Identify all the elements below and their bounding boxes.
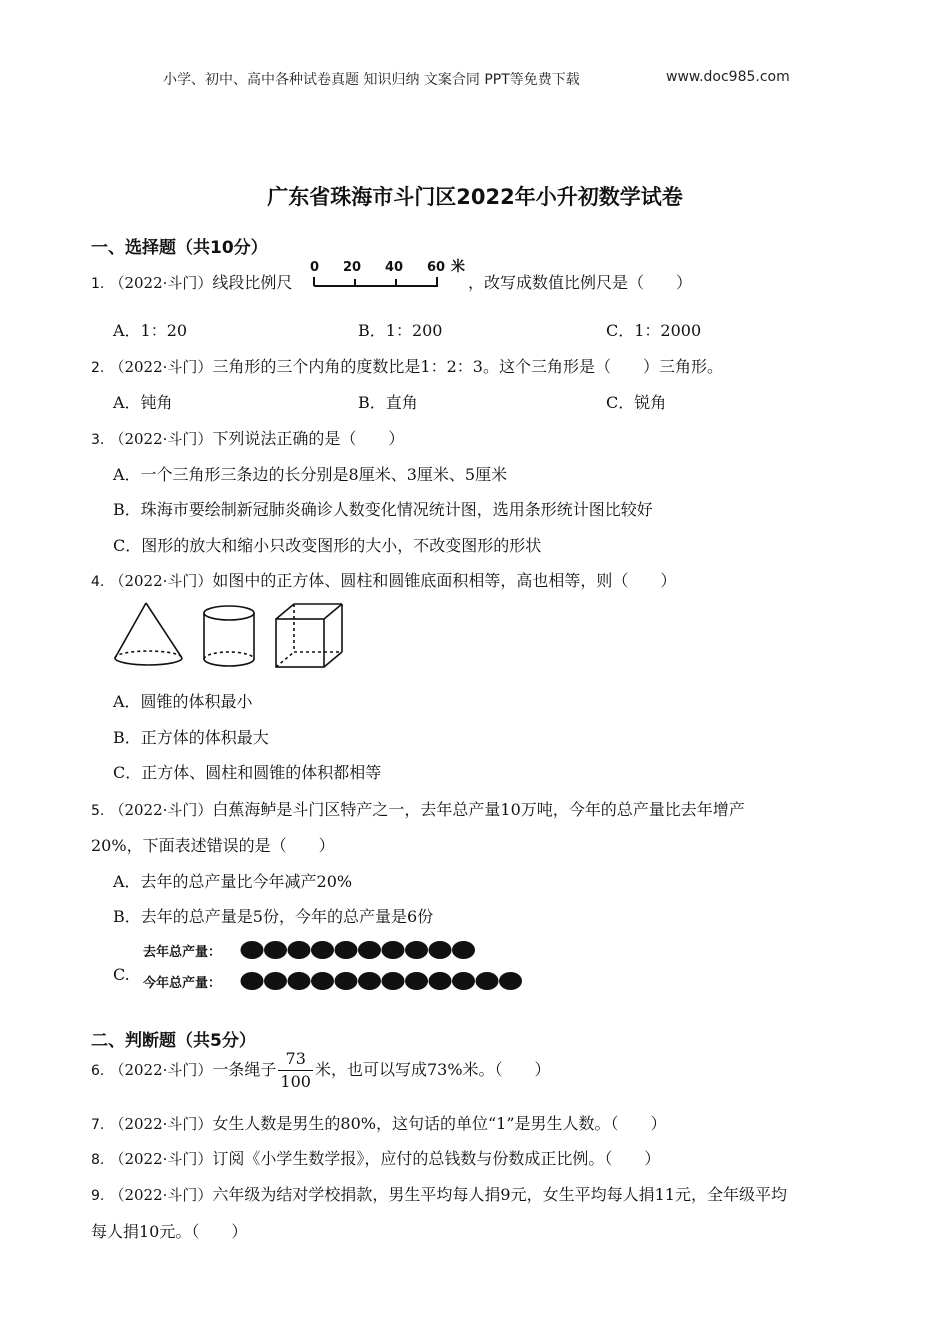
last-year-label: 去年总产量： — [143, 945, 222, 960]
question-text-pre: 一条绳子 — [212, 1060, 277, 1079]
question-2 — [91, 354, 723, 377]
question-9 — [91, 1182, 787, 1205]
question-number: 7. — [91, 1117, 105, 1133]
option-c[interactable]: C．1：2000 — [606, 321, 702, 340]
question-text: 女生人数是男生的80%，这句话的单位“1”是男生人数。（ ） — [212, 1114, 667, 1133]
question-number: 2. — [91, 360, 105, 376]
header-site-link[interactable]: www.doc985.com — [666, 69, 790, 85]
solid-shapes-figure — [108, 598, 358, 673]
fraction — [278, 1048, 313, 1093]
header-text: 小学、初中、高中各种试卷真题 知识归纳 文案合同 PPT等免费下载 — [163, 72, 580, 88]
question-source-tag: （2022·斗门） — [109, 1186, 213, 1204]
question-source-tag: （2022·斗门） — [109, 1150, 213, 1168]
question-source-tag: （2022·斗门） — [109, 572, 213, 590]
line-scale-figure — [310, 255, 470, 291]
dot-mark — [264, 941, 287, 959]
dot-mark — [429, 972, 452, 990]
question-source-tag: （2022·斗门） — [109, 430, 213, 448]
dot-mark — [335, 972, 358, 990]
dot-mark — [452, 972, 475, 990]
question-text-post: 米，也可以写成73%米。（ ） — [314, 1060, 551, 1079]
question-number: 1. — [91, 276, 105, 292]
last-year-dots — [240, 938, 480, 962]
question-text: 订阅《小学生数学报》，应付的总钱数与份数成正比例。（ ） — [212, 1149, 661, 1168]
question-text-line1: 六年级为结对学校捐款，男生平均每人捐9元，女生平均每人捐11元，全年级平均 — [212, 1185, 787, 1204]
question-text-post: ，改写成数值比例尺是（ ） — [468, 273, 693, 292]
page-title: 广东省珠海市斗门区2022年小升初数学试卷 — [267, 185, 683, 209]
option-a[interactable]: A．去年的总产量比今年减产20% — [113, 872, 353, 891]
dot-mark — [476, 972, 499, 990]
dot-mark — [429, 941, 452, 959]
dot-mark — [405, 972, 428, 990]
option-b[interactable]: B．1：200 — [358, 321, 443, 340]
dot-mark — [241, 972, 264, 990]
this-year-label: 今年总产量： — [143, 976, 222, 991]
dot-mark — [499, 972, 522, 990]
question-1 — [91, 270, 292, 293]
question-source-tag: （2022·斗门） — [109, 1061, 213, 1079]
dot-mark — [405, 941, 428, 959]
dot-mark — [311, 972, 334, 990]
dot-mark — [264, 972, 287, 990]
dot-mark — [452, 941, 475, 959]
question-source-tag: （2022·斗门） — [109, 274, 213, 292]
question-number: 6. — [91, 1063, 105, 1079]
option-a[interactable]: A．一个三角形三条边的长分别是8厘米、3厘米、5厘米 — [113, 465, 508, 484]
fraction-denominator: 100 — [280, 1072, 311, 1091]
option-a[interactable]: A．1：20 — [113, 321, 188, 340]
question-6 — [91, 1048, 551, 1093]
question-number: 8. — [91, 1152, 105, 1168]
dot-mark — [335, 941, 358, 959]
option-b[interactable]: B．去年的总产量是5份，今年的总产量是6份 — [113, 907, 434, 926]
question-text: 三角形的三个内角的度数比是1：2：3。这个三角形是（ ）三角形。 — [212, 357, 723, 376]
question-7 — [91, 1111, 667, 1134]
option-b[interactable]: B．直角 — [358, 393, 418, 412]
dot-mark — [358, 941, 381, 959]
option-a[interactable]: A．钝角 — [113, 393, 173, 412]
question-text-pre: 线段比例尺 — [212, 273, 293, 292]
question-number: 5. — [91, 803, 105, 819]
question-text: 如图中的正方体、圆柱和圆锥底面积相等，高也相等，则（ ） — [212, 571, 677, 590]
scale-unit-label: 米 — [451, 259, 465, 275]
fraction-numerator: 73 — [278, 1048, 313, 1071]
question-number: 9. — [91, 1188, 105, 1204]
question-text-line2: 每人捐10元。（ ） — [91, 1222, 248, 1241]
question-number: 3. — [91, 432, 105, 448]
option-b[interactable]: B．珠海市要绘制新冠肺炎确诊人数变化情况统计图，选用条形统计图比较好 — [113, 500, 653, 519]
cylinder-icon — [204, 606, 254, 666]
dot-mark — [382, 941, 405, 959]
question-3 — [91, 426, 404, 449]
question-8 — [91, 1146, 660, 1169]
scale-tick-label: 20 — [343, 260, 362, 275]
scale-tick-label: 60 — [427, 260, 446, 275]
question-text-line2: 20%，下面表述错误的是（ ） — [91, 836, 335, 855]
cube-icon — [276, 604, 342, 667]
question-source-tag: （2022·斗门） — [109, 358, 213, 376]
dot-mark — [288, 941, 311, 959]
question-4 — [91, 568, 676, 591]
question-number: 4. — [91, 574, 105, 590]
question-text: 下列说法正确的是（ ） — [212, 429, 405, 448]
option-b[interactable]: B．正方体的体积最大 — [113, 728, 269, 747]
option-c[interactable]: C．图形的放大和缩小只改变图形的大小，不改变图形的形状 — [113, 536, 542, 555]
this-year-dots — [240, 969, 530, 993]
option-c[interactable]: C. — [113, 965, 130, 984]
question-source-tag: （2022·斗门） — [109, 1115, 213, 1133]
option-c[interactable]: C．锐角 — [606, 393, 667, 412]
cone-icon — [115, 603, 182, 665]
question-source-tag: （2022·斗门） — [109, 801, 213, 819]
dot-mark — [382, 972, 405, 990]
option-c[interactable]: C．正方体、圆柱和圆锥的体积都相等 — [113, 763, 382, 782]
scale-tick-label: 40 — [385, 260, 404, 275]
dot-mark — [311, 941, 334, 959]
section-title-choice: 一、选择题（共10分） — [91, 238, 268, 258]
question-5 — [91, 797, 745, 820]
dot-mark — [358, 972, 381, 990]
dot-mark — [241, 941, 264, 959]
scale-tick-label: 0 — [310, 260, 320, 275]
dot-mark — [288, 972, 311, 990]
option-a[interactable]: A．圆锥的体积最小 — [113, 692, 253, 711]
question-text-line1: 白蕉海鲈是斗门区特产之一，去年总产量10万吨，今年的总产量比去年增产 — [212, 800, 745, 819]
section-title-judgement: 二、判断题（共5分） — [91, 1031, 256, 1051]
